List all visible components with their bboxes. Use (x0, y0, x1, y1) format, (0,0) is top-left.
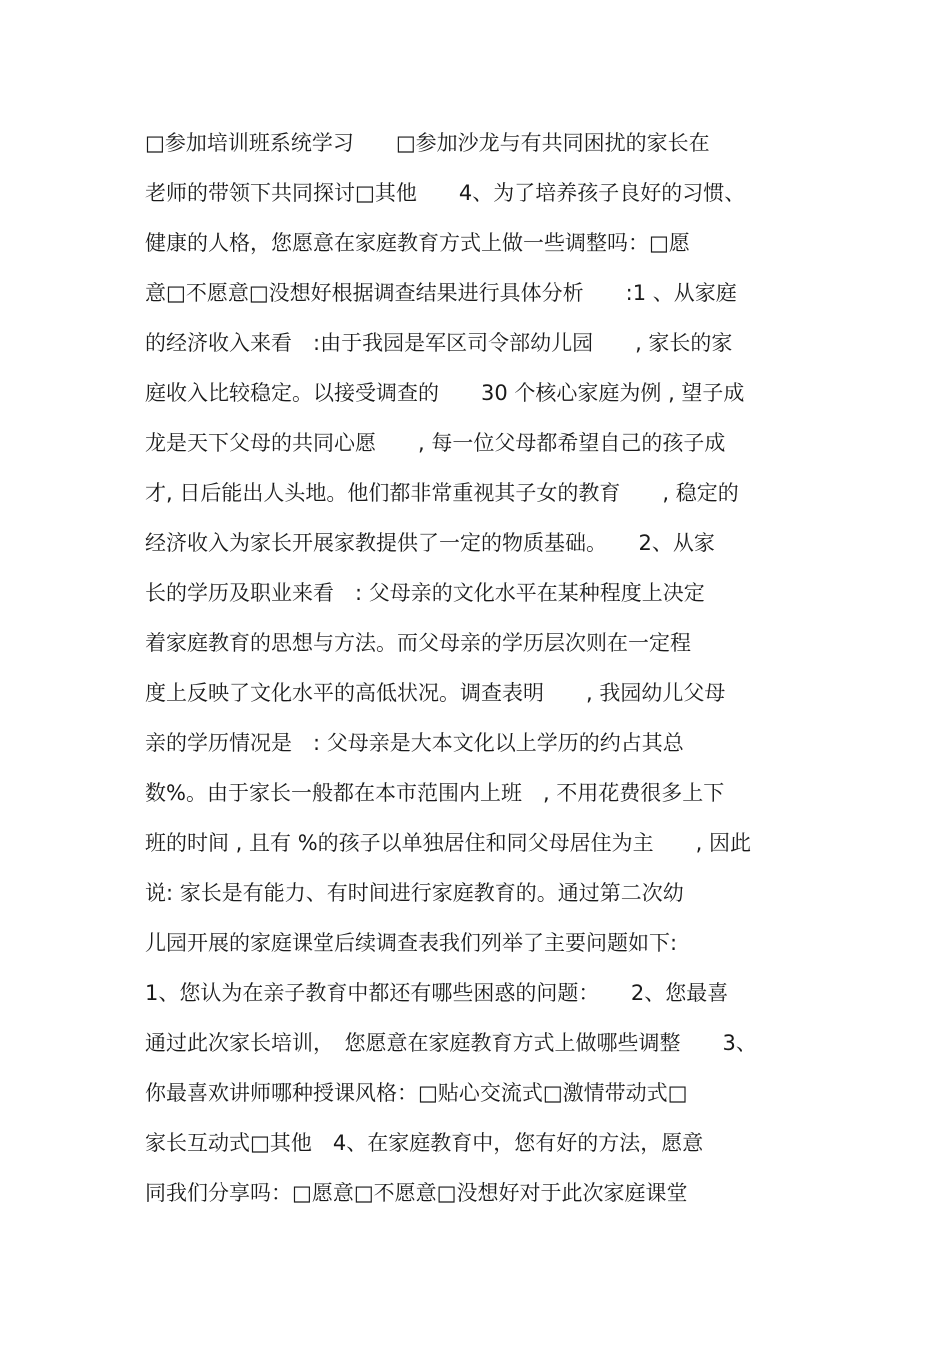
text-line: 1、您认为在亲子教育中都还有哪些困惑的问题： 2、您最喜 (145, 981, 729, 1005)
text-line: 度上反映了文化水平的高低状况。调查表明 , 我园幼儿父母 (145, 681, 726, 705)
text-line: 着家庭教育的思想与方法。而父母亲的学历层次则在一定程 (145, 631, 691, 655)
text-line: 数%。由于家长一般都在本市范围内上班 , 不用花费很多上下 (145, 781, 725, 805)
text-line: 健康的人格，您愿意在家庭教育方式上做一些调整吗：□愿 (145, 231, 690, 255)
text-line: 长的学历及职业来看 : 父母亲的文化水平在某种程度上决定 (145, 581, 705, 605)
body-text (145, 118, 825, 1218)
text-line: □参加培训班系统学习 □参加沙龙与有共同困扰的家长在 (145, 131, 710, 155)
text-line: 说: 家长是有能力、有时间进行家庭教育的。通过第二次幼 (145, 881, 684, 905)
text-line: 同我们分享吗：□愿意□不愿意□没想好对于此次家庭课堂 (145, 1181, 688, 1205)
text-line: 的经济收入来看 :由于我园是军区司令部幼儿园 , 家长的家 (145, 331, 733, 355)
text-line: 庭收入比较稳定。以接受调查的 30 个核心家庭为例 , 望子成 (145, 381, 745, 405)
text-line: 儿园开展的家庭课堂后续调查表我们列举了主要问题如下: (145, 931, 678, 955)
text-line: 亲的学历情况是 : 父母亲是大本文化以上学历的约占其总 (145, 731, 684, 755)
text-line: 意□不愿意□没想好根据调查结果进行具体分析 :1 、从家庭 (145, 281, 737, 305)
text-line: 你最喜欢讲师哪种授课风格：□贴心交流式□激情带动式□ (145, 1081, 688, 1105)
text-line: 老师的带领下共同探讨□其他 4、为了培养孩子良好的习惯、 (145, 181, 746, 205)
text-line: 家长互动式□其他 4、在家庭教育中，您有好的方法，愿意 (145, 1131, 704, 1155)
text-line: 经济收入为家长开展家教提供了一定的物质基础。 2、从家 (145, 531, 715, 555)
text-line: 通过此次家长培训， 您愿意在家庭教育方式上做哪些调整 3、 (145, 1031, 757, 1055)
text-line: 班的时间 , 且有 %的孩子以单独居住和同父母居住为主 , 因此 (145, 831, 752, 855)
text-line: 龙是天下父母的共同心愿 , 每一位父母都希望自己的孩子成 (145, 431, 726, 455)
text-line: 才, 日后能出人头地。他们都非常重视其子女的教育 , 稳定的 (145, 481, 739, 505)
